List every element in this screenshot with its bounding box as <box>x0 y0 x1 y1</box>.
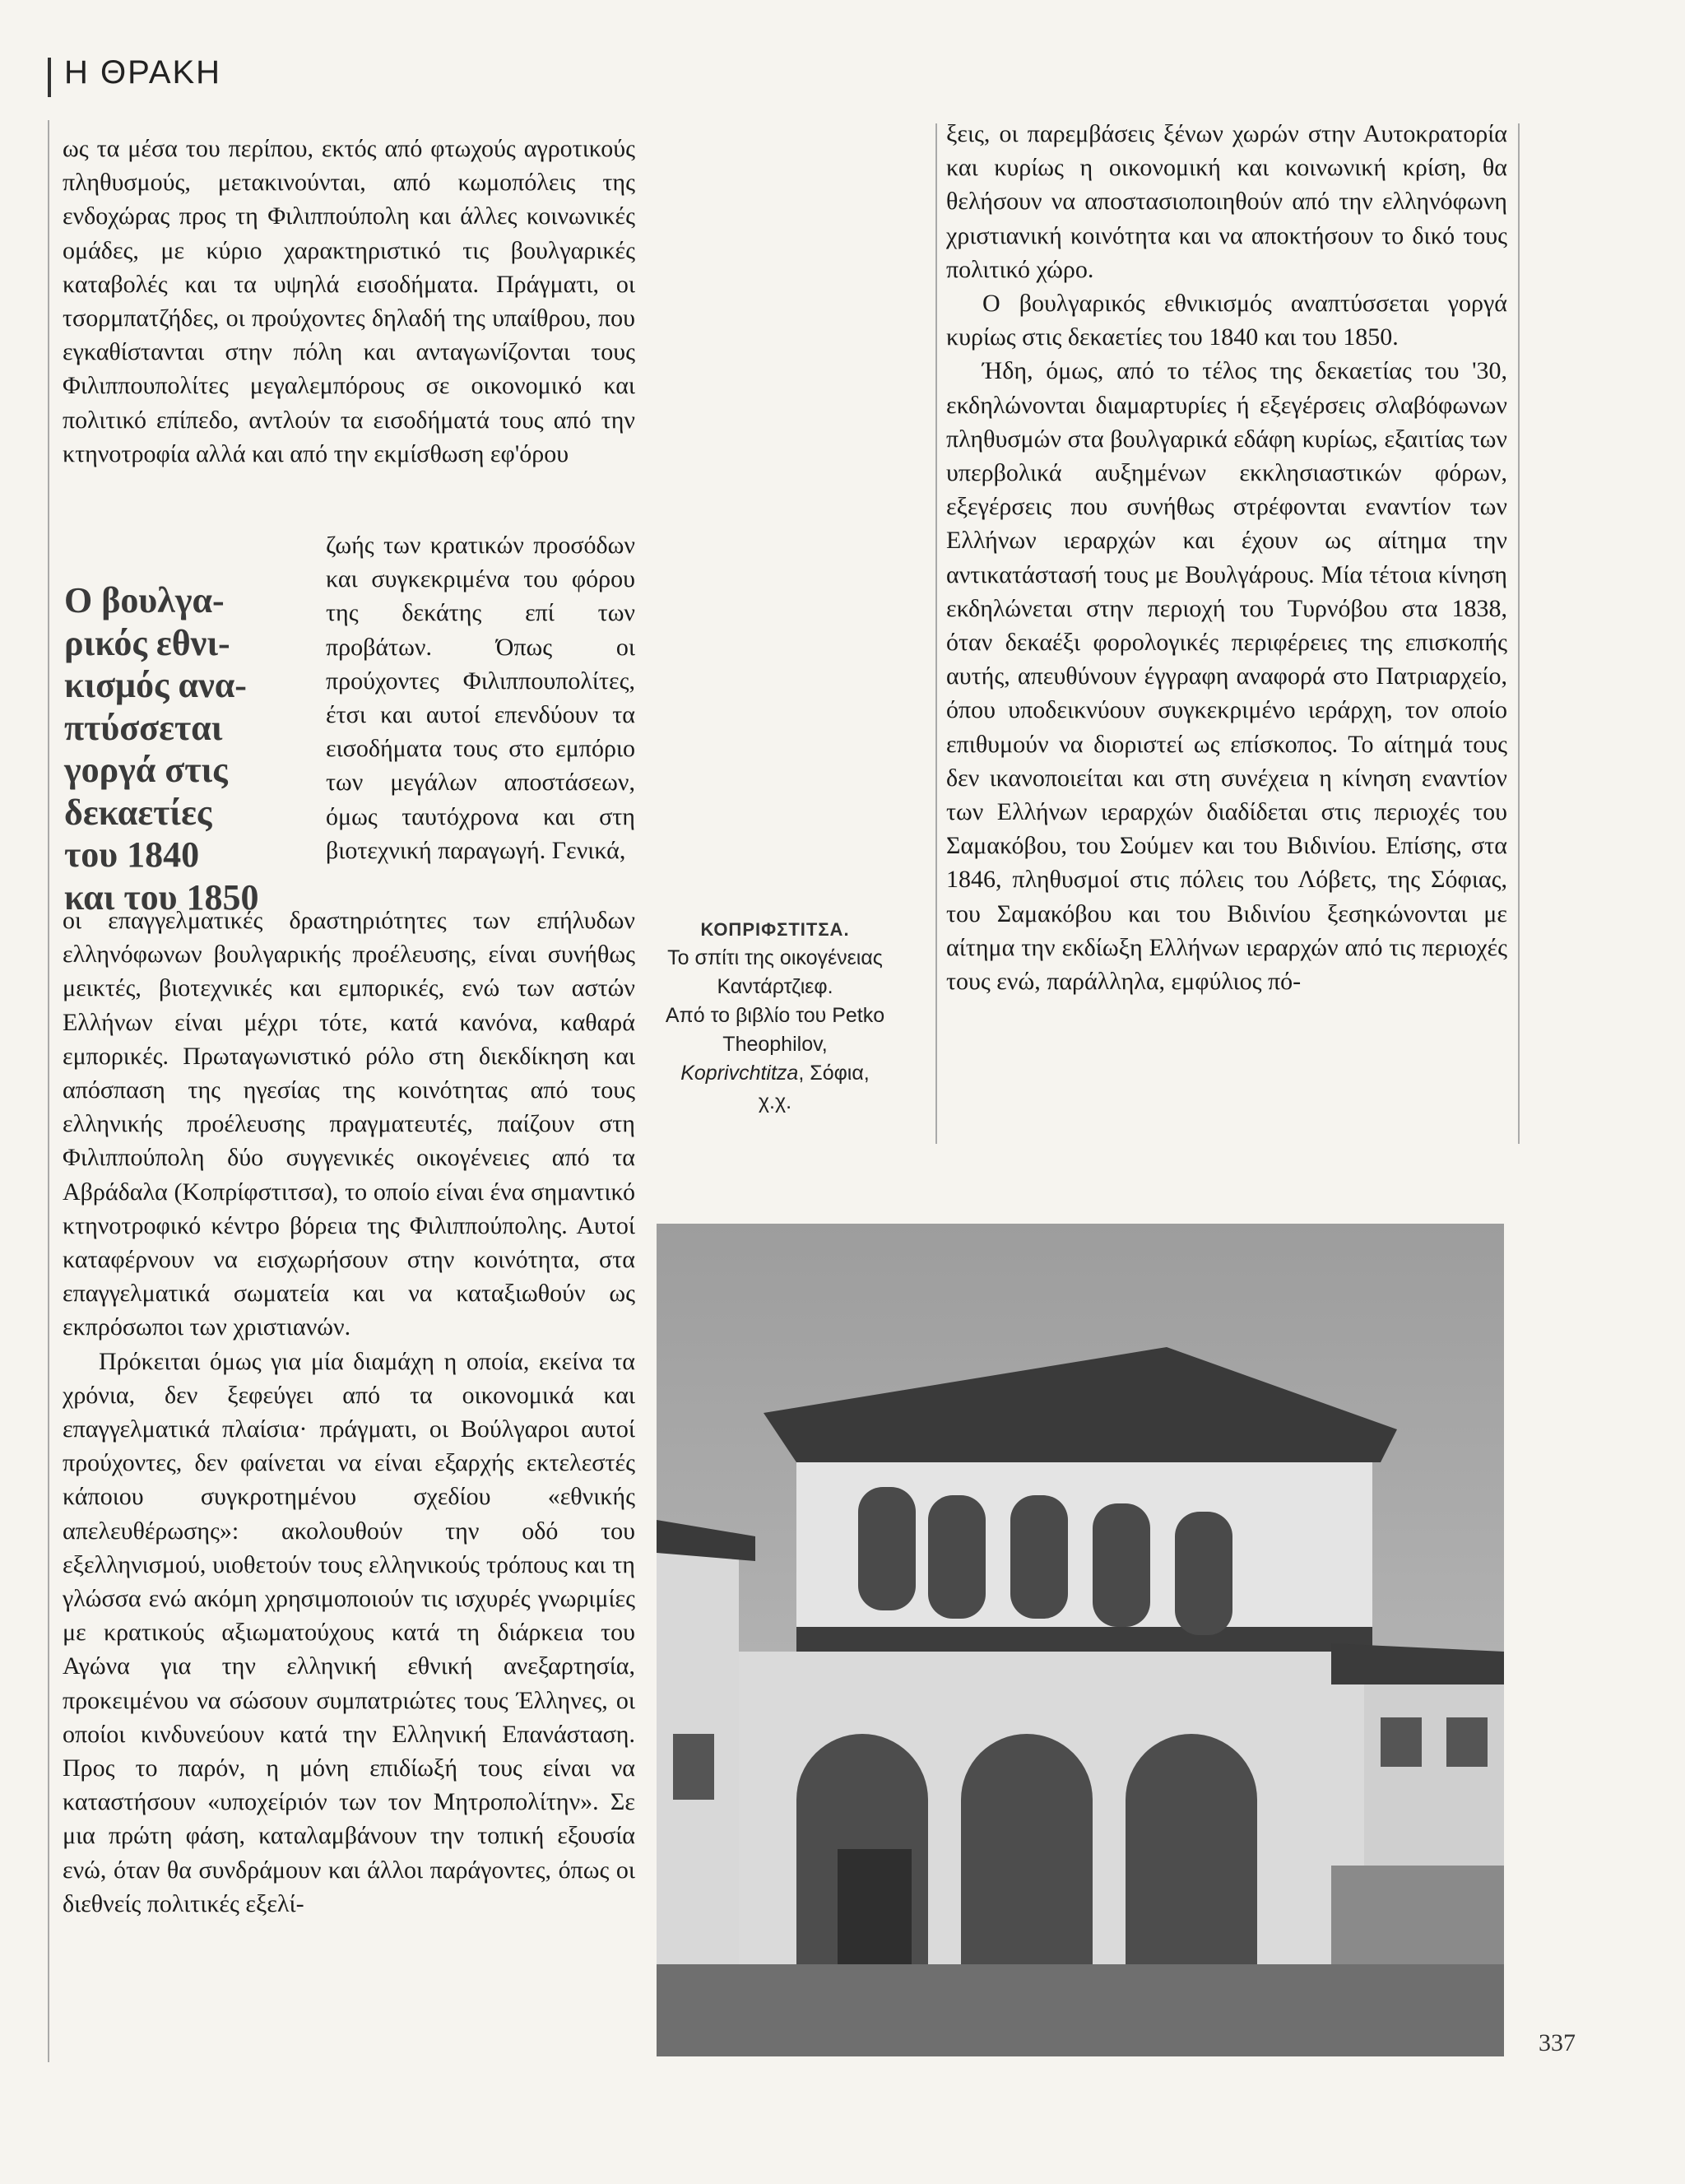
pull-quote-line: κισμός ανα- <box>64 665 247 705</box>
house-illustration <box>657 1224 1504 2056</box>
caption-line: Από το βιβλίο του Petko <box>665 1004 885 1027</box>
pull-quote <box>64 579 311 918</box>
section-title: Η ΘΡΑΚΗ <box>64 54 222 91</box>
caption-line <box>652 1059 898 1088</box>
caption-line: Καντάρτζιεφ. <box>717 975 833 998</box>
pull-quote-line: και του 1850 <box>64 876 259 918</box>
left-paragraph-1: ως τα μέσα του περίπου, εκτός από φτωχούς αγροτικούς πληθυσμούς, μετακινούνται, από κωμοπόλεις της ενδοχώρας προς τη Φιλιππούπολη και άλλες κοινωνικές ομάδες, με κύριο χαρακτηριστικό τις βουλγαρικές καταβολές και τα υψηλά εισοδήματα. Πράγματι, οι τσορμπατζήδες, οι προύχοντες δηλαδή της υπαίθρου, που εγκαθίστανται στην πόλη και ανταγωνίζονται τους Φιλιππουπολίτες μεγαλεμπόρους σε οικονομικό και πολιτικό επίπεδο, αντλούν τα εισοδήματά τους από την κτηνοτροφία αλλά και από την εκμίσθωση εφ'όρου <box>63 135 635 467</box>
caption-line: Theophilov, <box>722 1033 828 1056</box>
right-column <box>946 117 1507 998</box>
left-paragraph-2: Πρόκειται όμως για μία διαμάχη η οποία, εκείνα τα χρόνια, δεν ξεφεύγει από τα οικονομικά και επαγγελματικά πλαίσια· πράγματι, οι Βούλγαροι αυτοί προύχοντες, δεν φαίνεται να είναι εξαρχής εκτελεστές κάποιου συγκροτημένου σχεδίου «εθνικής απελευθέρωσης»: ακολουθούν την οδό του εξελληνισμού, υιοθετούν τους ελληνικούς τρόπους και τη γλώσσα ενώ ακόμη χρησιμοποιούν τις ισχυρές γνωριμίες με κρατικούς αξιωματούχους κατά τη διάρκεια του Αγώνα για την ελληνική εθνική ανεξαρτησία, προκειμένου να σώσουν συμπατριώτες τους Έλληνες, οι οποίοι κινδυνεύουν κατά την Ελληνική Επανάσταση. Προς το παρόν, η μόνη επιδίωξή τους είναι να καταστήσουν «υποχείριόν των τον Μητροπολίτην». Σε μια πρώτη φάση, καταλαμβάνουν την τοπική εξουσία ενώ, όταν θα συνδράμουν και άλλοι παράγοντες, όπως οι διεθνείς πολιτικές εξελί- <box>63 1347 635 1917</box>
caption-line: χ.χ. <box>758 1090 792 1113</box>
page-number: 337 <box>1539 2029 1576 2056</box>
left-column-continued <box>63 904 635 1921</box>
pull-quote-line: Ο βουλγα- <box>64 580 225 620</box>
right-paragraph-1: ξεις, οι παρεμβάσεις ξένων χωρών στην Αυτοκρατορία και κυρίως η οικονομική και κοινωνική κρίση, θα θελήσουν να αποστασιοποιηθούν από την ελληνόφωνη χριστιανική κοινότητα και να αποκτήσουν το δικό τους πολιτικό χώρο. <box>946 120 1507 283</box>
pull-quote-line: πτύσσεται <box>64 707 223 748</box>
caption-line: Το σπίτι της οικογένειας <box>667 946 883 969</box>
left-column <box>63 132 635 471</box>
pull-quote-line: γοργά στις <box>64 750 228 790</box>
right-paragraph-2: Ο βουλγαρικός εθνικισμός αναπτύσσεται γοργά κυρίως στις δεκαετίες του 1840 και του 1850. <box>946 290 1507 351</box>
caption-title: ΚΟΠΡΙΦΣΤΙΤΣΑ. <box>700 919 850 940</box>
caption-line-rest: , Σόφια, <box>798 1062 870 1085</box>
right-paragraph-3: Ήδη, όμως, από το τέλος της δεκαετίας του '30, εκδηλώνονται διαμαρτυρίες ή εξεγέρσεις σλαβόφωνων πληθυσμών στα βουλγαρικά εδάφη κυρίως, εξαιτίας των υπερβολικά αυξημένων εκκλησιαστικών φόρων, εξεγέρσεις που συνήθως στρέφονται εναντίον των Ελλήνων ιεραρχών και έχουν ως αίτημα την αντικατάστασή τους με Βουλγάρους. Μία τέτοια κίνηση εκδηλώνεται στην περιοχή του Τυρνόβου στα 1838, όταν δεκαέξι φορολογικές περιφέρειες της επισκοπής αυτής, απευθύνουν έγγραφη αναφορά στο Πατριαρχείο, όπου υποδεικνύουν συγκεκριμένο ιεράρχη, τον οποίο επιθυμούν να διοριστεί ως επίσκοπος. Το αίτημά τους δεν ικανοποιείται και στη συνέχεια η κίνηση εναντίον των Ελλήνων ιεραρχών διαδίδεται στις περιοχές του Σαμακόβου, του Σούμεν και του Βιδινίου. Επίσης, στα 1846, πληθυσμοί στις πόλεις του Λόβετς, της Σόφιας, του Σαμακόβου και του Βιδινίου ξεσηκώνονται με αίτημα την εκδίωξη Ελλήνων ιεραρχών από τις περιοχές τους ενώ, παράλληλα, εμφύλιος πό- <box>946 357 1507 996</box>
left-paragraph-1-continued: οι επαγγελματικές δραστηριότητες των επήλυδων ελληνόφωνων βουλγαρικής προέλευσης, είναι συνήθως μεικτές, βιοτεχνικές και εμπορικές, ενώ των αστών Ελλήνων είναι μέχρι τότε, κατά κανόνα, καθαρά εμπορικές. Πρωταγωνιστικό ρόλο στη διεκδίκηση και απόσπαση της ηγεσίας της κοινότητας από τους ελληνικής προέλευσης πραγματευτές, παίζουν στη Φιλιππούπολη δύο συγγενικές οικογένειες από τα Αβράδαλα (Κοπρίφστιτσα), το οποίο είναι ένα σημαντικό κτηνοτροφικό κέντρο βόρεια της Φιλιππούπολης. Αυτοί καταφέρνουν να εισχωρήσουν στην κοινότητα, στα επαγγελματικά σωματεία και να καταξιωθούν ως εκπρόσωποι των χριστιανών. <box>63 907 635 1341</box>
photo-caption <box>652 915 898 1117</box>
right-column-rule-outer <box>1518 123 1520 1144</box>
pull-quote-line: ρικός εθνι- <box>64 622 230 663</box>
caption-book-title: Koprivchtitza <box>680 1062 799 1085</box>
house-photo <box>657 1224 1504 2056</box>
right-column-rule <box>935 123 937 1144</box>
left-column-rule <box>48 120 49 2062</box>
pull-quote-line: του 1840 <box>64 834 200 875</box>
pull-quote-line: δεκαετίες <box>64 792 212 833</box>
header-rule <box>48 58 51 97</box>
left-float-text: ζωής των κρατικών προσόδων και συγκεκριμένα του φόρου της δεκάτης επί των προβάτων. Όπως οι προύχοντες Φιλιππουπολίτες, έτσι και αυτοί επενδύουν τα εισοδήματα τους στο εμπόριο των μεγάλων αποστάσεων, όμως ταυτόχρονα και στη βιοτεχνική παραγωγή. Γενικά, <box>326 532 635 864</box>
